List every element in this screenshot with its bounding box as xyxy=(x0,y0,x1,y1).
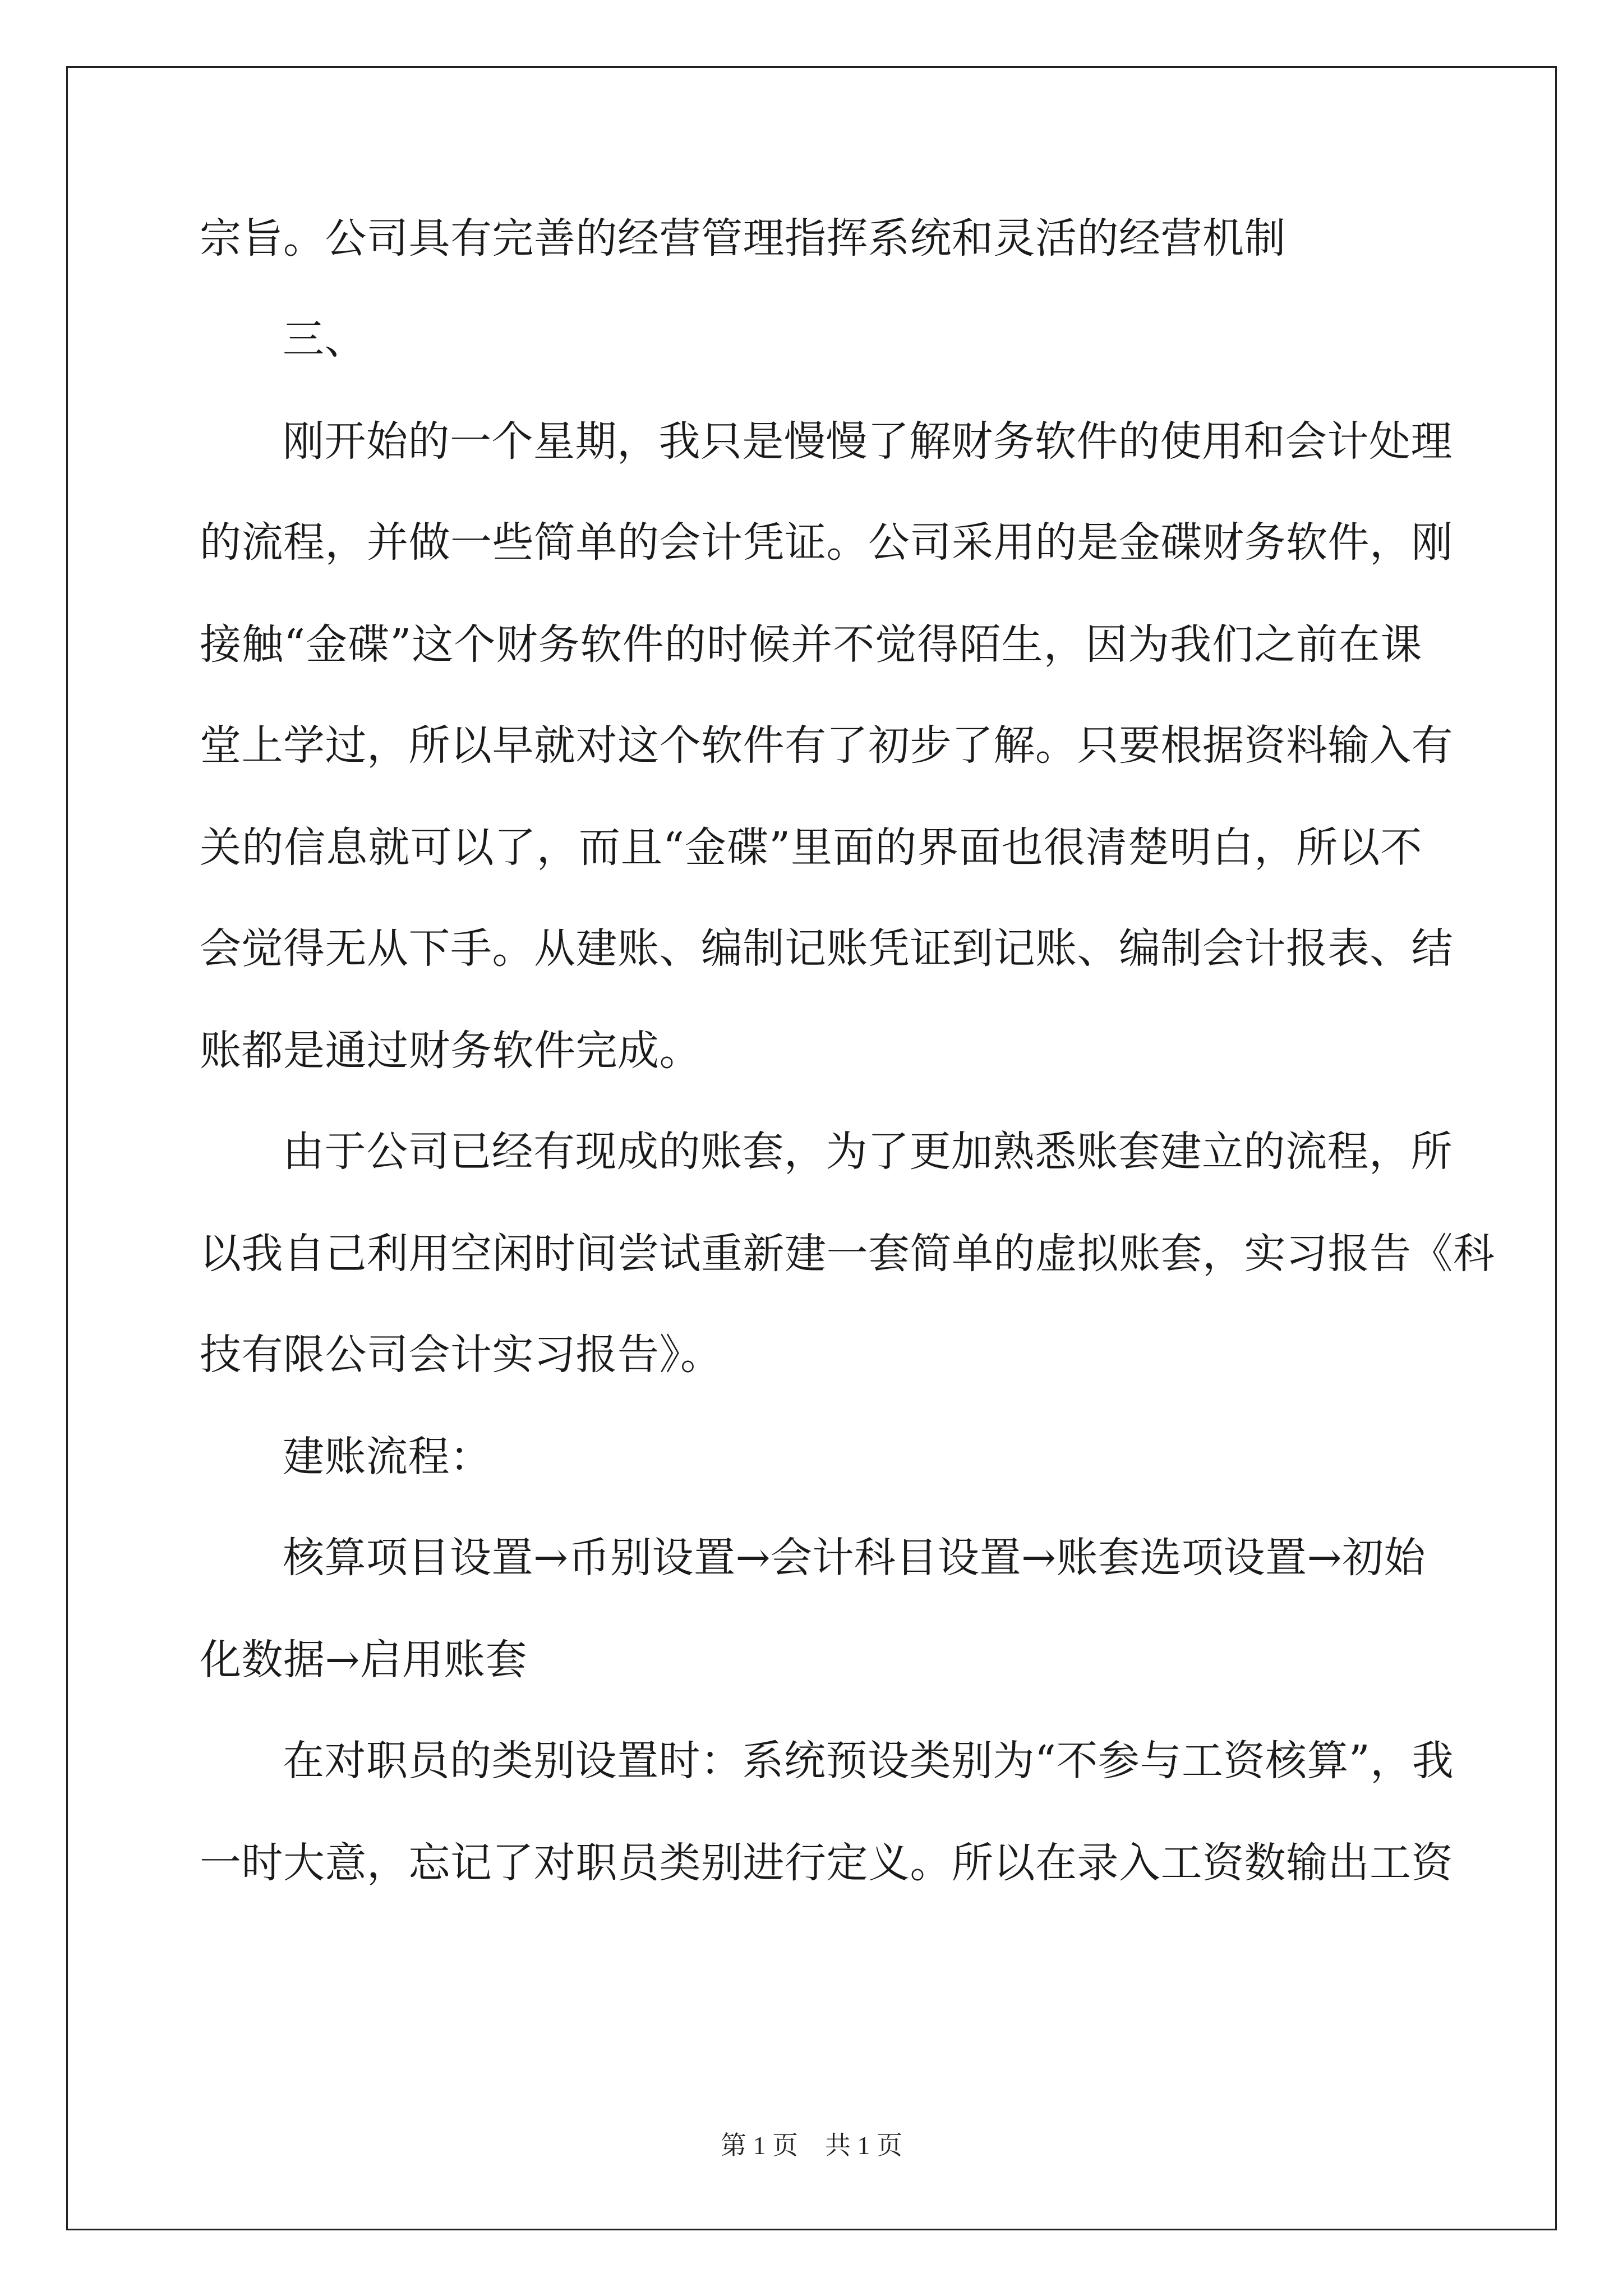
page-total: 共 1 页 xyxy=(825,2131,902,2160)
text-line: 核算项目设置→币别设置→会计科目设置→账套选项设置→初始 xyxy=(283,1534,1426,1582)
text-line: 宗旨。公司具有完善的经营管理指挥系统和灵活的经营机制 xyxy=(200,214,1286,263)
text-line: 堂上学过，所以早就对这个软件有了初步了解。只要根据资料输入有 xyxy=(200,721,1453,770)
text-line: 在对职员的类别设置时：系统预设类别为“不参与工资核算”，我 xyxy=(283,1737,1454,1785)
text-line: 化数据→启用账套 xyxy=(200,1636,528,1684)
text-line: 技有限公司会计实习报告》。 xyxy=(200,1331,722,1379)
page-number: 第 1 页 xyxy=(721,2131,798,2160)
text-line: 一时大意，忘记了对职员类别进行定义。所以在录入工资数输出工资 xyxy=(200,1839,1453,1887)
text-line: 接触“金碟”这个财务软件的时候并不觉得陌生，因为我们之前在课 xyxy=(200,620,1422,669)
text-line: 账都是通过财务软件完成。 xyxy=(200,1027,701,1075)
text-line: 的流程，并做一些简单的会计凭证。公司采用的是金碟财务软件，刚 xyxy=(200,518,1453,567)
page-footer xyxy=(0,2129,1623,2162)
text-line: 会觉得无从下手。从建账、编制记账凭证到记账、编制会计报表、结 xyxy=(200,924,1453,973)
text-line: 关的信息就可以了，而且“金碟”里面的界面也很清楚明白，所以不 xyxy=(200,823,1422,872)
text-line: 建账流程： xyxy=(283,1433,492,1481)
text-line: 以我自己利用空闲时间尝试重新建一套简单的虚拟账套，实习报告《科 xyxy=(200,1230,1495,1278)
text-line: 由于公司已经有现成的账套，为了更加熟悉账套建立的流程，所 xyxy=(283,1128,1453,1176)
text-line: 刚开始的一个星期，我只是慢慢了解财务软件的使用和会计处理 xyxy=(283,417,1453,466)
section-heading: 三、 xyxy=(283,315,366,364)
